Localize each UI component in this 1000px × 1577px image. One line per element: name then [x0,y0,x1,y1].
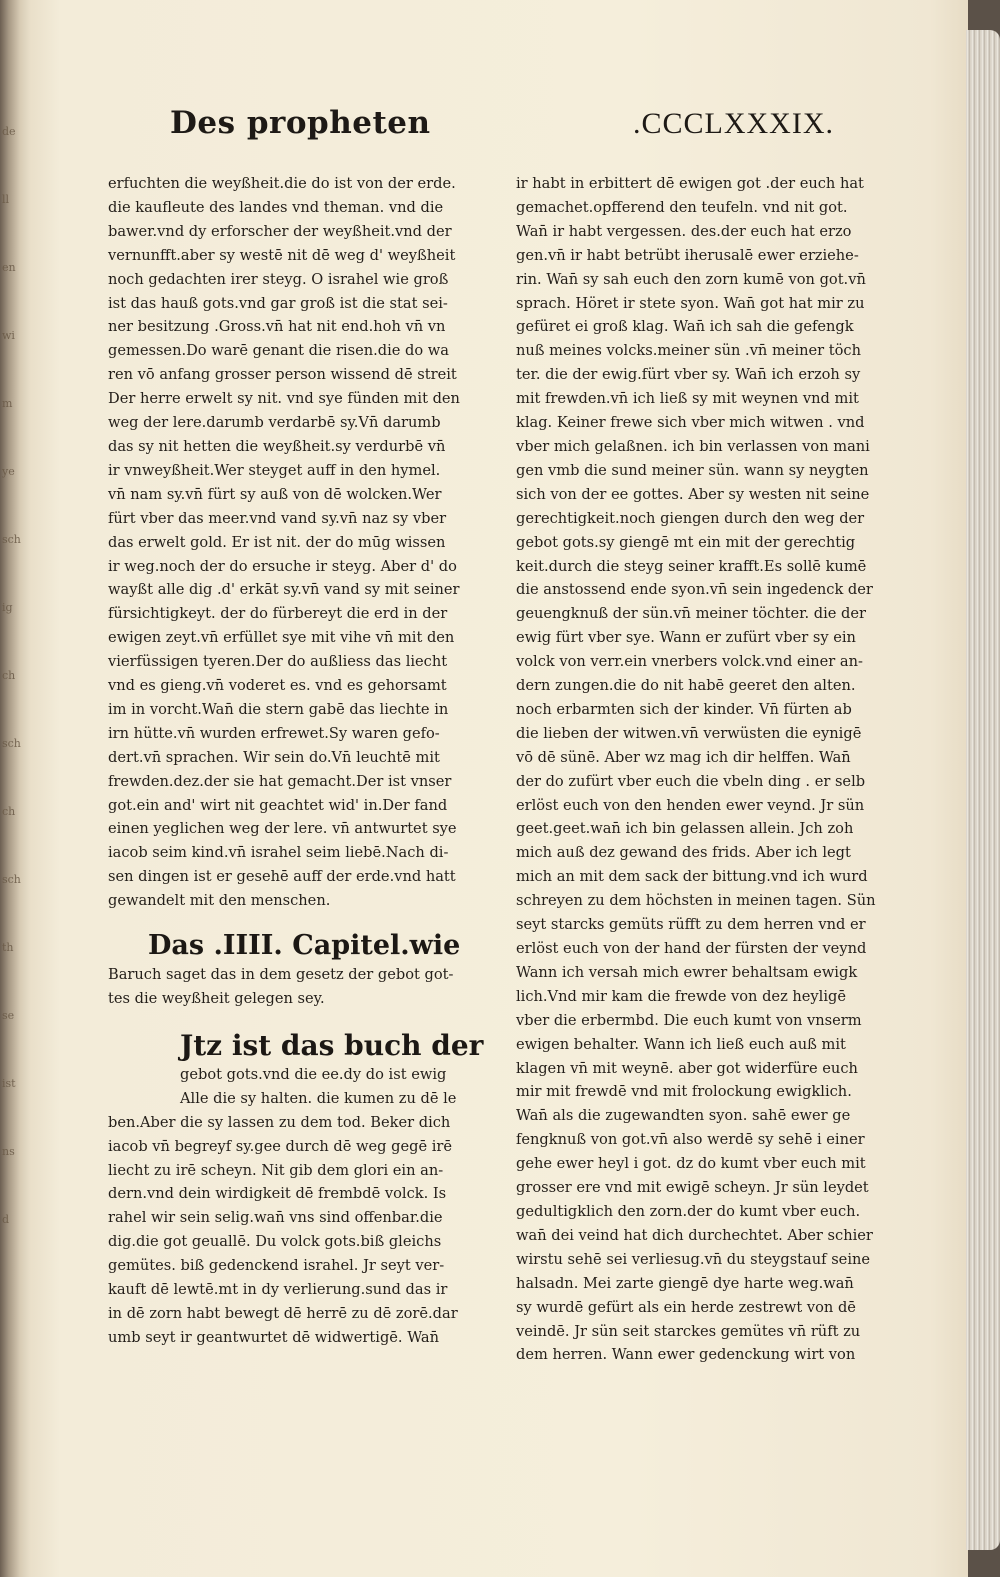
summary-line: Baruch saget das in dem gesetz der gebot got- [108,966,454,984]
text-line: ben.Aber die sy lassen zu dem tod. Beker dich [108,1113,451,1131]
text-line: volck von verr.ein vnerbers volck.vnd einer an- [516,653,863,671]
text-line: ir weg.noch der do ersuche ir steyg. Aber d' do [108,557,457,575]
text-line: got.ein and' wirt nit geachtet wid' in.Der fand [108,796,448,814]
text-line: dern.vnd dein wirdigkeit dē frembdē volck. Is [108,1185,447,1203]
text-line: fürsichtigkeyt. der do fürbereyt die erd in der [108,605,448,623]
left-column-closing [108,1111,468,1350]
left-column-body [108,172,468,913]
text-line: ren vō anfang grosser person wissend dē streit [108,366,457,384]
edge-fragment: m [2,397,13,410]
text-line: gen vmb die sund meiner sün. wann sy neygten [516,461,869,479]
text-line: wirstu sehē sei verliesug.vn̄ du steygstauf seine [516,1250,871,1268]
text-line: vō dē sünē. Aber wz mag ich dir helffen. Wan̄ [516,748,851,766]
text-line: gen.vn̄ ir habt betrübt iherusalē ewer erziehe- [516,246,859,264]
text-line: erlöst euch von den henden ewer veynd. Jr sün [516,796,865,814]
chapter-summary [108,963,468,1011]
text-line: gemütes. biß gedenckend israhel. Jr seyt ver- [108,1257,445,1275]
text-line: frewden.dez.der sie hat gemacht.Der ist vnser [108,772,452,790]
edge-fragment: ch [2,805,16,818]
text-line: vnd es gieng.vn̄ voderet es. vnd es gehorsamt [108,677,447,695]
text-line: sprach. Höret ir stete syon. Wan̄ got hat mir zu [516,294,865,312]
edge-fragment: ye [2,465,15,478]
text-line: ner besitzung .Gross.vn̄ hat nit end.hoh vn̄ vn [108,318,446,336]
edge-fragment: se [2,1009,15,1022]
text-line: einen yeglichen weg der lere. vn̄ antwurtet sye [108,820,457,838]
page [30,0,968,1577]
text-line: nuß meines volcks.meiner sün .vn̄ meiner töch [516,342,861,360]
text-line: gehe ewer heyl i got. dz do kumt vber euch mit [516,1155,866,1173]
edge-fragment: de [2,125,16,138]
text-line: dem herren. Wann ewer gedenckung wirt von [516,1346,856,1364]
text-line: Wan̄ als die zugewandten syon. sahē ewer ge [516,1107,851,1125]
text-line: fengknuß von got.vn̄ also werdē sy sehē i einer [516,1131,865,1149]
text-line: geuengknuß der sün.vn̄ meiner töchter. die der [516,605,866,623]
incipit-indented-lines [108,1063,468,1111]
text-line: gedultigklich den zorn.der do kumt vber euch. [516,1202,861,1220]
text-line: mir mit frewdē vnd mit frolockung ewigklich. [516,1083,852,1101]
text-line: wan̄ dei veind hat dich durchechtet. Aber schier [516,1226,873,1244]
running-head [170,105,834,155]
text-line: noch erbarmten sich der kinder. Vn̄ fürten ab [516,700,852,718]
text-line: die lieben der witwen.vn̄ verwüsten die eynigē [516,724,862,742]
text-line: iacob seim kind.vn̄ israhel seim liebē.Nach di- [108,844,449,862]
text-line: fürt vber das meer.vnd vand sy.vn̄ naz sy vber [108,509,447,527]
running-title: Des propheten [170,105,431,141]
edge-fragment: sch [2,873,21,886]
text-line: grosser ere vnd mit ewigē scheyn. Jr sün leydet [516,1179,869,1197]
text-line: ter. die der ewig.fürt vber sy. Wan̄ ich erzoh sy [516,366,861,384]
text-line: Wann ich versah mich ewrer behaltsam ewigk [516,963,858,981]
text-line: gebot gots.sy giengē mt ein mit der gerechtig [516,533,856,551]
text-line: vber mich gelaßnen. ich bin verlassen von mani [516,437,870,455]
text-line: veindē. Jr sün seit starckes gemütes vn̄ rüft zu [516,1322,861,1340]
text-line: das sy nit hetten die weyßheit.sy verdurbē vn̄ [108,437,446,455]
text-line: dern zungen.die do nit habē geeret den alten. [516,677,856,695]
edge-fragment: th [2,941,14,954]
text-line: sen dingen ist er gesehē auff der erde.vnd hatt [108,868,456,886]
edge-fragment: d [2,1213,10,1226]
text-line: dert.vn̄ sprachen. Wir sein do.Vn̄ leuchtē mit [108,748,440,766]
edge-fragment: sch [2,533,21,546]
text-line: Der herre erwelt sy nit. vnd sye fünden mit den [108,390,460,408]
text-line: irn hütte.vn̄ wurden erfrewet.Sy waren gefo- [108,724,440,742]
text-line: weg der lere.darumb verdarbē sy.Vn̄ darumb [108,414,441,432]
text-line: keit.durch die steyg seiner krafft.Es sollē kumē [516,557,867,575]
chapter-incipit: Jtz ist das buch der [180,1028,484,1062]
text-line: ir vnweyßheit.Wer steyget auff in den hymel. [108,461,441,479]
text-line: kauft dē lewtē.mt in dy verlierung.sund das ir [108,1281,448,1299]
right-column [516,172,886,1367]
text-line: klagen vn̄ mit weynē. aber got widerfüre euch [516,1059,858,1077]
text-line: wayßt alle dig .d' erkāt sy.vn̄ vand sy mit seiner [108,581,460,599]
text-line: schreyen zu dem höchsten in meinen tagen. Sün [516,892,876,910]
edge-fragment: sch [2,737,21,750]
text-line: geet.geet.wan̄ ich bin gelassen allein. Jch zoh [516,820,854,838]
text-line: klag. Keiner frewe sich vber mich witwen . vnd [516,414,865,432]
text-line: dig.die got geuallē. Du volck gots.biß gleichs [108,1233,442,1251]
right-column-body [516,172,886,1367]
text-line: rahel wir sein selig.wan̄ vns sind offenbar.die [108,1209,443,1227]
edge-fragment: en [2,261,16,274]
text-line: gerechtigkeit.noch giengen durch den weg der [516,509,865,527]
text-line: noch gedachten irer steyg. O israhel wie groß [108,270,449,288]
text-line: Alle die sy halten. die kumen zu dē le [180,1089,457,1107]
text-line: vn̄ nam sy.vn̄ fürt sy auß von dē wolcken.Wer [108,485,442,503]
summary-line: tes die weyßheit gelegen sey. [108,990,325,1007]
text-line: vber die erbermbd. Die euch kumt von vnserm [516,1011,862,1029]
text-line: sy wurdē gefürt als ein herde zestrewt von dē [516,1298,856,1316]
text-line: ir habt in erbittert dē ewigen got .der euch hat [516,175,864,192]
text-line: das erwelt gold. Er ist nit. der do mūg wissen [108,533,446,551]
text-line: gemachet.opfferend den teufeln. vnd nit got. [516,198,848,216]
text-line: erfuchten die weyßheit.die do ist von der erde. [108,175,456,192]
text-line: ewig fürt vber sye. Wann er zufürt vber sy ein [516,629,856,647]
text-line: lich.Vnd mir kam die frewde von dez heyligē [516,987,846,1005]
text-line: ewigen behalter. Wann ich ließ euch auß mit [516,1035,846,1053]
edge-fragment: ist [2,1077,16,1090]
text-line: sich von der ee gottes. Aber sy westen nit seine [516,485,870,503]
text-line: gewandelt mit den menschen. [108,892,331,910]
text-line: in dē zorn habt bewegt dē herrē zu dē zorē.dar [108,1304,458,1322]
text-line: die anstossend ende syon.vn̄ sein ingedenck der [516,581,873,599]
chapter-heading: Das .IIII. Capitel.wie [148,930,461,962]
text-line: iacob vn̄ begreyf sy.gee durch dē weg gegē irē [108,1137,453,1155]
edge-fragment: ig [2,601,13,614]
text-line: liecht zu irē scheyn. Nit gib dem glori ein an- [108,1161,444,1179]
text-line: mich an mit dem sack der bittung.vnd ich wurd [516,868,868,886]
text-line: rin. Wan̄ sy sah euch den zorn kumē von got.vn̄ [516,270,866,288]
text-line: gefüret ei groß klag. Wan̄ ich sah die gefengk [516,318,854,336]
text-line: vierfüssigen tyeren.Der do außliess das liecht [108,653,448,671]
text-line: halsadn. Mei zarte giengē dye harte weg.wan̄ [516,1274,854,1292]
text-line: ewigen zeyt.vn̄ erfüllet sye mit vihe vn̄ mit den [108,629,455,647]
text-line: ist das hauß gots.vnd gar groß ist die stat sei- [108,294,448,312]
text-line: gemessen.Do warē genant die risen.die do wa [108,342,449,360]
text-line: mit frewden.vn̄ ich ließ sy mit weynen vnd mit [516,390,859,408]
text-line: umb seyt ir geantwurtet dē widwertigē. Wan̄ [108,1328,440,1346]
text-line: gebot gots.vnd die ee.dy do ist ewig [180,1065,447,1083]
text-line: der do zufürt vber euch die vbeln ding . er selb [516,772,866,790]
text-line: die kaufleute des landes vnd theman. vnd die [108,198,444,216]
text-line: mich auß dez gewand des frids. Aber ich legt [516,844,851,862]
edge-fragment: ll [2,193,10,206]
edge-fragment: ns [2,1145,15,1158]
edge-fragment: ch [2,669,16,682]
text-line: erlöst euch von der hand der fürsten der veynd [516,940,867,957]
text-line: im in vorcht.Wan̄ die stern gabē das liechte in [108,700,449,718]
edge-fragment: wi [2,329,15,342]
text-line: Wan̄ ir habt vergessen. des.der euch hat erzo [516,222,852,240]
text-line: seyt starcks gemüts rüfft zu dem herren vnd er [516,916,866,934]
text-line: vernunfft.aber sy westē nit dē weg d' weyßheit [108,246,456,264]
left-column [108,172,484,1350]
text-line: bawer.vnd dy erforscher der weyßheit.vnd der [108,222,452,240]
folio-number: .CCCLXXXIX. [632,107,834,140]
page-block-edge [966,30,1000,1550]
